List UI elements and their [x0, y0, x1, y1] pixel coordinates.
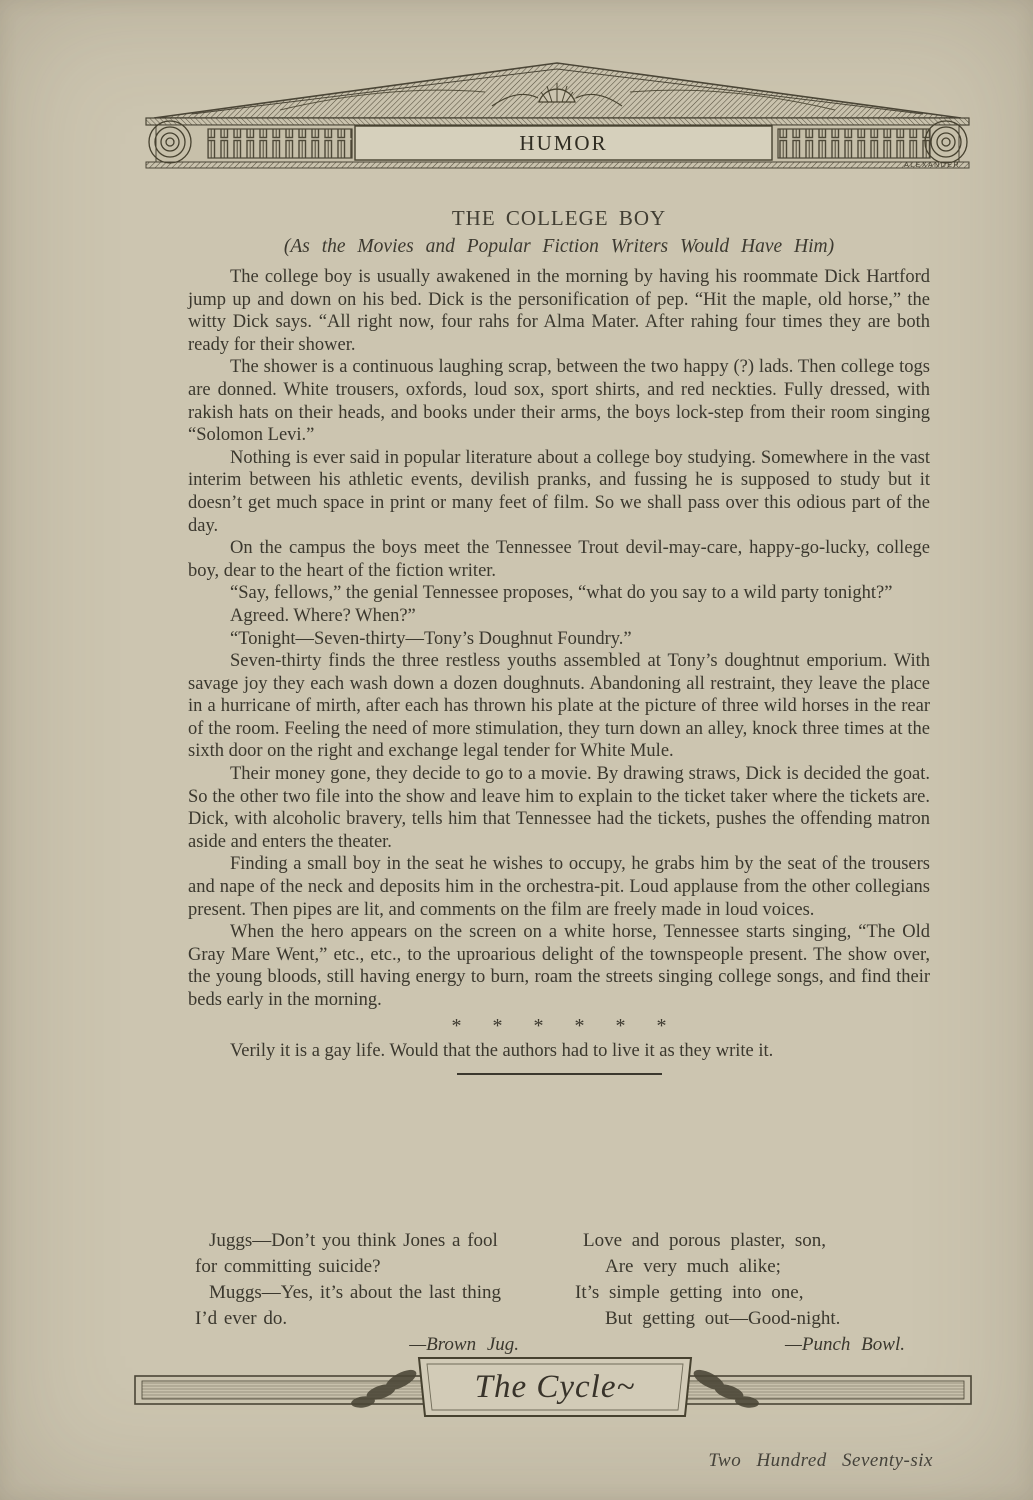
section-title: HUMOR	[519, 131, 608, 155]
page-number: Two Hundred Seventy-six	[708, 1450, 933, 1471]
asterisk-separator: * * * * * *	[451, 1014, 667, 1037]
article-paragraph: Nothing is ever said in popular literature about a college boy studying. Somewhere in the vast interim between his athletic events, devilish pranks, and fussing he is supposed to study but it doesn’t get much space in print or many feet of film. So we shall pass over this odious part of the day.	[188, 447, 930, 536]
joke-line: Love and porous plaster, son,	[583, 1230, 826, 1251]
joke-line: for committing suicide?	[195, 1256, 381, 1277]
joke-line: Are very much alike;	[605, 1256, 781, 1277]
article-paragraph: “Say, fellows,” the genial Tennessee proposes, “what do you say to a wild party tonight?”	[230, 583, 893, 604]
closing-line: Verily it is a gay life. Would that the authors had to live it as they write it.	[230, 1040, 774, 1061]
joke-line: But getting out—Good-night.	[605, 1308, 841, 1329]
article	[188, 206, 930, 1075]
article-paragraph: Their money gone, they decide to go to a movie. By drawing straws, Dick is decided the goat. So the other two file into the show and leave him to explain to the ticket taker where the tickets are. Dick, with alcoholic bravery, tells him that Tennessee had the tickets, pushes the offending matron aside and enters the theater.	[188, 764, 930, 852]
article-paragraph: “Tonight—Seven-thirty—Tony’s Doughnut Foundry.”	[230, 628, 632, 649]
joke-attribution: —Brown Jug.	[409, 1334, 519, 1355]
article-paragraph: When the hero appears on the screen on a white horse, Tennessee starts singing, “The Old Gray Mare Went,” etc., etc., to the uproarious delight of the townspeople present. The show over, the young bloods, still having energy to burn, roam the streets singing college songs, and find their beds early in the morning.	[188, 922, 930, 1010]
joke-line: I’d ever do.	[195, 1308, 288, 1329]
joke-line: Juggs—Don’t you think Jones a fool	[209, 1230, 498, 1251]
yearbook-title: The Cycle~	[474, 1369, 636, 1405]
jokes-section	[195, 1228, 935, 1358]
joke-attribution: —Punch Bowl.	[785, 1334, 905, 1355]
article-paragraph: Agreed. Where? When?”	[230, 605, 416, 626]
section-divider	[457, 1073, 662, 1075]
joke-left	[195, 1228, 547, 1358]
article-paragraph: On the campus the boys meet the Tennessee Trout devil-may-care, happy-go-lucky, college boy, dear to the heart of the fiction writer.	[188, 538, 930, 581]
joke-line: Muggs—Yes, it’s about the last thing	[209, 1282, 502, 1303]
article-title: THE COLLEGE BOY	[451, 206, 667, 230]
article-paragraph: The college boy is usually awakened in the morning by having his roommate Dick Hartford jump up and down on his bed. Dick is the personification of pep. “Hit the maple, old horse,” the witty Dick says. “All right now, four rahs for Alma Mater. After rahing four times they are both ready for their shower.	[188, 267, 930, 355]
joke-line: It’s simple getting into one,	[575, 1282, 804, 1303]
article-paragraph: Seven-thirty finds the three restless youths assembled at Tony’s doughtnut emporium. With savage joy they each wash down a dozen doughnuts. Abandoning all restraint, they leave the place in a hurricane of mirth, after each has thrown his plate at the picture of three wild horses in the rear of the room. Feeling the need of more stimulation, they turn down an alley, knock three times at the sixth door on the right and exchange legal tender for White Mule.	[188, 651, 930, 762]
joke-right	[575, 1228, 935, 1358]
article-paragraph: The shower is a continuous laughing scrap, between the two happy (?) lads. Then college togs are donned. White trousers, oxfords, loud sox, sport shirts, and red neckties. Fully dressed, with rakish hats on their heads, and books under their arms, the boys lock-step from their room singing “Solomon Levi.”	[188, 357, 930, 446]
header-banner	[140, 58, 975, 173]
article-subtitle: (As the Movies and Popular Fiction Writers Would Have Him)	[283, 236, 835, 257]
footer-banner	[133, 1352, 973, 1438]
article-paragraph: Finding a small boy in the seat he wishes to occupy, he grabs him by the seat of the trousers and nape of the neck and deposits him in the orchestra-pit. Loud applause from the other collegians present. Then pipes are lit, and comments on the film are freely made in loud voices.	[188, 854, 930, 920]
engraver-signature: ALEXANDER	[904, 162, 960, 169]
